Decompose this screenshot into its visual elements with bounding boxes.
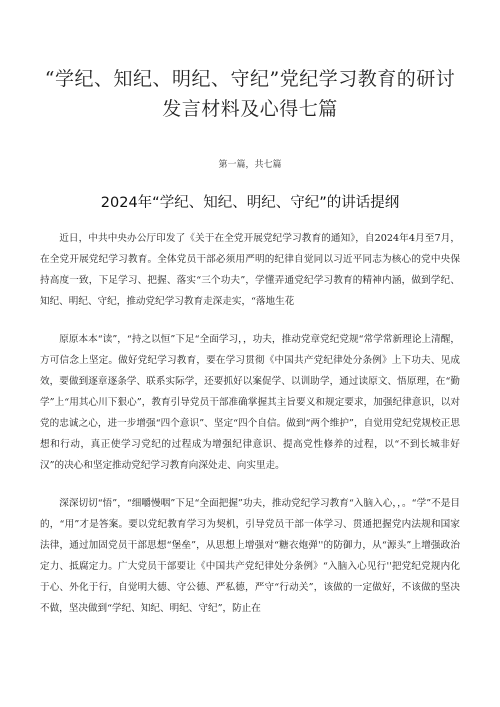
title-line-1: “学纪、知纪、明纪、守纪”党纪学习教育的研讨 (44, 68, 456, 90)
document-subtitle: 2024年“学纪、知纪、明纪、守纪”的讲话提纲 (100, 195, 400, 211)
title-line-2: 发言材料及心得七篇 (162, 98, 338, 120)
section-label: 第一篇，共七篇 (218, 160, 282, 170)
document-body (40, 228, 460, 636)
paragraph-3: 深深切切“悟”，“细嚼慢咽”下足“全面把握”功夫，推动党纪学习教育“入脑入心，，。“学”不是目的，“用”才是答案。要以党纪教育学习为契机，引导党员干部一体学习、贯通把握党内法规和国家法律，通过加固党员干部思想“堡垒”，从思想上增强对“糖衣炮弹''的防御力，从“源头”上增强政治定力、抵腐定力。广大党员干部要让《中国共产党纪律处分条例》“入脑入心见行''把党纪党规内化于心、外化于行，自觉明大德、守公德、严私德，严守“行动关”，该做的一定做好，不该做的坚决不做，坚决做到“学纪、知纪、明纪、守纪”，防止在 (40, 498, 460, 614)
paragraph-2: 原原本本“读”，“持之以恒”下足“全面学习，，功夫，推动党章党纪党规“常学常新理论上清醒，方可信念上坚定。做好党纪学习教育，要在学习贯彻《中国共产党纪律处分条例》上下功夫、见成效，要做到逐章逐条学、联系实际学，还要抓好以案促学、以训助学，通过读原文、悟原理，在“勤学”上“用其心川下狠心”，教育引导党员干部准确掌握其主旨要义和规定要求，加强纪律意识，以对党的忠诚之心，进一步增强“四个意识”、坚定“四个自信。做到“两个维护”，自觉用党纪党规校正思想和行动，真正使学习党纪的过程成为增强纪律意识、提高党性修养的过程，以“不到长城非好汉”的决心和坚定推动党纪学习教育向深处走、向实里走。 (40, 334, 460, 471)
document-title (40, 64, 460, 124)
paragraph-1: 近日，中共中央办公厅印发了《关于在全党开展党纪学习教育的通知》，自2024年4月至7月，在全党开展党纪学习教育。全体党员干部必须用严明的纪律自觉同以习近平同志为核心的党中央保持高度一致，下足学习、把握、落实“三个功夫”，学懂弄通党纪学习教育的精神内涵，做到学纪、知纪、明纪、守纪，推动党纪学习教育走深走实，“落地生花 (40, 233, 460, 307)
